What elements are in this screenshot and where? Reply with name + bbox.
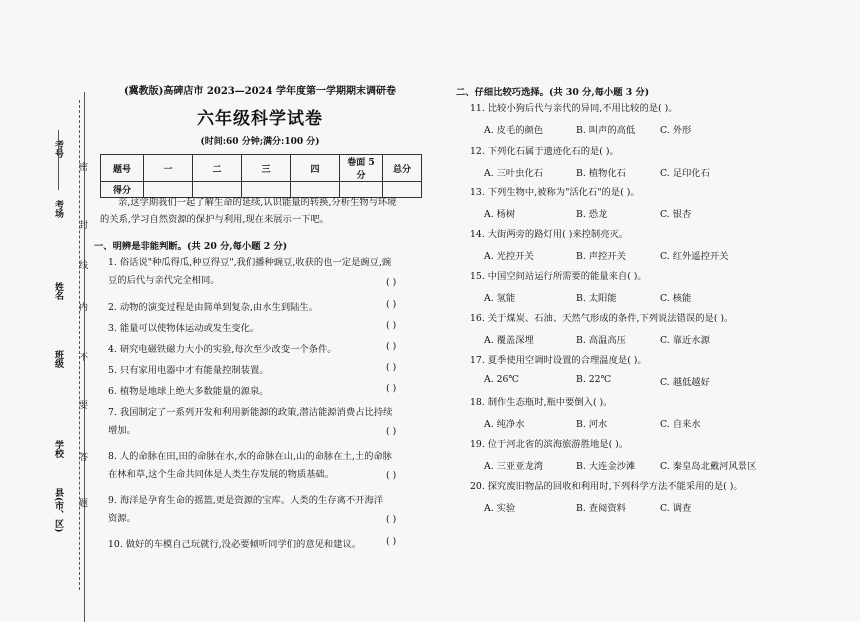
- intro-line: 亲,这学期我们一起了解生命的延续,认识能量的转换,分析生物与环境: [118, 197, 397, 208]
- judgment-question: [108, 254, 428, 290]
- seal-char: 要: [79, 401, 89, 411]
- choice-option[interactable]: A. 26℃: [484, 374, 519, 385]
- question-line: 9. 海洋是孕育生命的摇篮,更是资源的宝库。人类的生存离不开海洋: [108, 495, 384, 506]
- label-name: 姓名: [53, 282, 63, 300]
- choice-question-stem: 19. 位于河北省的滨海旅游胜地是( )。: [470, 439, 629, 450]
- question-line: 4. 研究电磁铁磁力大小的实验,每次至少改变一个条件。: [108, 344, 337, 355]
- seal-char: 封: [79, 221, 89, 231]
- seal-char: 不: [79, 353, 89, 363]
- binding-margin: [0, 0, 110, 609]
- answer-paren[interactable]: ( ): [386, 362, 397, 373]
- score-row-label: 得分: [101, 182, 144, 198]
- choice-option[interactable]: A. 杨树: [484, 209, 516, 220]
- question-line: 10. 做好的车模自己玩就行,没必要倾听同学们的意见和建议。: [108, 539, 362, 550]
- judgment-question: [108, 383, 428, 401]
- choice-option[interactable]: B. 查阅资料: [576, 503, 626, 514]
- choice-question-stem: 15. 中国空间站运行所需要的能量来自( )。: [470, 271, 647, 282]
- question-line: 资源。: [108, 513, 136, 524]
- choice-question-stem: 11. 比较小狗后代与亲代的异同,不用比较的是( )。: [470, 103, 678, 114]
- label-school: 学校: [53, 440, 63, 458]
- choice-option[interactable]: A. 皮毛的颜色: [484, 125, 544, 136]
- score-table: [100, 154, 422, 198]
- answer-paren[interactable]: ( ): [386, 536, 397, 547]
- intro-text: [100, 194, 420, 228]
- choice-option[interactable]: C. 核能: [660, 293, 692, 304]
- score-header-cell: 一: [144, 155, 193, 182]
- judgment-question: [108, 404, 428, 440]
- choice-question-stem: 18. 制作生态瓶时,瓶中要倒入( )。: [470, 397, 613, 408]
- label-exam-number: 考号: [53, 140, 63, 158]
- score-header-cell: 四: [291, 155, 340, 182]
- choice-option[interactable]: A. 覆盖深埋: [484, 335, 534, 346]
- answer-paren[interactable]: ( ): [386, 341, 397, 352]
- answer-paren[interactable]: ( ): [386, 320, 397, 331]
- answer-paren[interactable]: ( ): [386, 383, 397, 394]
- judgment-question: [108, 341, 428, 359]
- choice-option[interactable]: A. 纯净水: [484, 419, 525, 430]
- answer-paren[interactable]: ( ): [386, 470, 397, 481]
- choice-question-stem: 17. 夏季使用空调时设置的合理温度是( )。: [470, 355, 647, 366]
- question-line: 5. 只有家用电器中才有能量控制装置。: [108, 365, 269, 376]
- choice-option[interactable]: B. 大连金沙滩: [576, 461, 636, 472]
- question-line: 3. 能量可以使物体运动或发生变化。: [108, 323, 260, 334]
- choice-question-stem: 20. 探究废旧物品的回收和利用时,下列科学方法不能采用的是( )。: [470, 481, 743, 492]
- choice-option[interactable]: C. 越低越好: [660, 377, 710, 388]
- intro-line: 的关系,学习自然资源的保护与利用,现在来展示一下吧。: [100, 214, 330, 225]
- seal-char: 密: [79, 163, 89, 173]
- label-exam-room: 考场: [53, 200, 63, 218]
- page-title: 六年级科学试卷: [197, 109, 323, 129]
- choice-option[interactable]: C. 银杏: [660, 209, 692, 220]
- time-info: (时间:60 分钟;满分:100 分): [200, 137, 320, 147]
- label-county: 县(市、区): [53, 488, 63, 533]
- seal-char: 线: [79, 261, 89, 271]
- choice-question-stem: 16. 关于煤炭、石油、天然气形成的条件,下列说法错误的是( )。: [470, 313, 734, 324]
- choice-option[interactable]: C. 红外遥控开关: [660, 251, 729, 262]
- question-line: 6. 植物是地球上绝大多数能量的源泉。: [108, 386, 269, 397]
- choice-option[interactable]: B. 高温高压: [576, 335, 626, 346]
- score-header-cell: 卷面 5 分: [340, 155, 383, 182]
- choice-option[interactable]: A. 三叶虫化石: [484, 168, 544, 179]
- choice-option[interactable]: A. 三亚亚龙湾: [484, 461, 544, 472]
- score-header-cell: 三: [242, 155, 291, 182]
- question-line: 豆的后代与亲代完全相同。: [108, 275, 220, 286]
- question-line: 增加。: [108, 425, 136, 436]
- choice-question-stem: 12. 下列化石属于遗迹化石的是( )。: [470, 146, 619, 157]
- answer-paren[interactable]: ( ): [386, 514, 397, 525]
- choice-option[interactable]: B. 叫声的高低: [576, 125, 636, 136]
- choice-option[interactable]: B. 河水: [576, 419, 608, 430]
- choice-question-stem: 13. 下列生物中,被称为"活化石"的是( )。: [470, 187, 640, 198]
- score-header-row: [101, 155, 422, 182]
- exam-info-line: (冀教版)高碑店市 2023—2024 学年度第一学期期末调研卷: [123, 86, 397, 97]
- judgment-question: [108, 299, 428, 317]
- choice-option[interactable]: B. 太阳能: [576, 293, 617, 304]
- score-header-cell: 二: [193, 155, 242, 182]
- answer-paren[interactable]: ( ): [386, 299, 397, 310]
- question-line: 7. 我国制定了一系列开发和利用新能源的政策,潜洁能源消费占比持续: [108, 407, 393, 418]
- score-header-cell: 题号: [101, 155, 144, 182]
- choice-option[interactable]: C. 靠近水源: [660, 335, 710, 346]
- seal-char: 答: [79, 453, 89, 463]
- judgment-question: [108, 492, 428, 528]
- choice-option[interactable]: B. 恐龙: [576, 209, 608, 220]
- question-line: 在林和草,这个生命共同体是人类生存发展的物质基础。: [108, 469, 335, 480]
- judgment-question: [108, 448, 428, 484]
- choice-option[interactable]: A. 实验: [484, 503, 516, 514]
- judgment-question: [108, 536, 428, 554]
- judgment-question: [108, 320, 428, 338]
- label-class: 班级: [53, 350, 63, 368]
- choice-option[interactable]: A. 光控开关: [484, 251, 534, 262]
- section-heading: 二、仔细比较巧选择。(共 30 分,每小题 3 分): [456, 87, 650, 98]
- choice-option[interactable]: C. 调查: [660, 503, 692, 514]
- question-line: 2. 动物的演变过程是由简单到复杂,由水生到陆生。: [108, 302, 319, 313]
- score-header-cell: 总分: [383, 155, 422, 182]
- answer-paren[interactable]: ( ): [386, 277, 397, 288]
- seal-dashed-line: [79, 100, 80, 590]
- choice-option[interactable]: B. 声控开关: [576, 251, 626, 262]
- choice-option[interactable]: B. 22℃: [576, 374, 611, 385]
- answer-paren[interactable]: ( ): [386, 426, 397, 437]
- choice-question-stem: 14. 大街两旁的路灯用( )来控制亮灭。: [470, 229, 629, 240]
- section-heading: 一、明辨是非能判断。(共 20 分,每小题 2 分): [94, 241, 288, 252]
- choice-option[interactable]: B. 植物化石: [576, 168, 626, 179]
- judgment-question: [108, 362, 428, 380]
- question-line: 8. 人的命脉在田,田的命脉在水,水的命脉在山,山的命脉在土,土的命脉: [108, 451, 392, 462]
- question-line: 1. 俗话说"种瓜得瓜,种豆得豆",我们播种豌豆,收获的也一定是豌豆,豌: [108, 257, 392, 268]
- choice-option[interactable]: C. 自来水: [660, 419, 701, 430]
- seal-char: 题: [79, 499, 89, 509]
- choice-option[interactable]: A. 氢能: [484, 293, 516, 304]
- choice-option[interactable]: C. 秦皇岛北戴河风景区: [660, 461, 757, 472]
- choice-option[interactable]: C. 足印化石: [660, 168, 710, 179]
- choice-option[interactable]: C. 外形: [660, 125, 692, 136]
- seal-char: 内: [79, 303, 89, 313]
